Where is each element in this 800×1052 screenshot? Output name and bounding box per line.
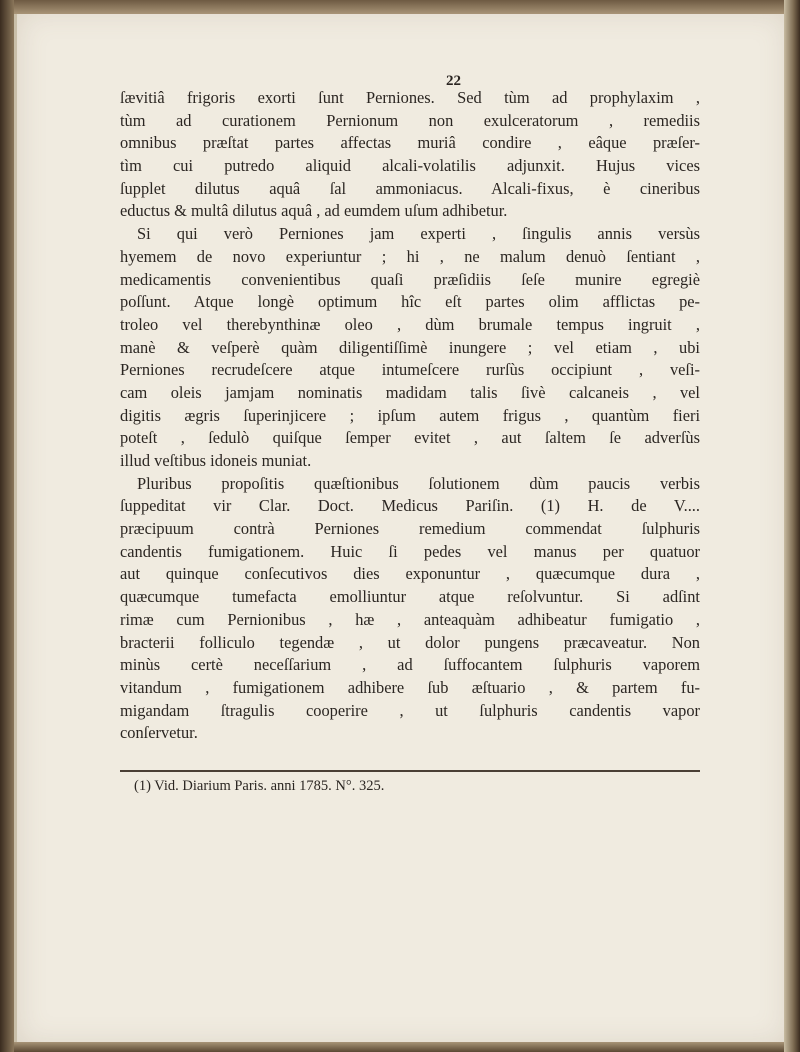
- text-line: vitandum , fumigationem adhibere ſub æſtuario , & partem fu-: [120, 677, 700, 697]
- scan-bottom-edge: [0, 1042, 800, 1052]
- text-line: conſervetur.: [120, 723, 198, 743]
- text-line: ſævitiâ frigoris exorti ſunt Perniones. Sed tùm ad prophylaxim ,: [120, 88, 700, 107]
- footnote-rule: [120, 770, 700, 772]
- text-line: hyemem de novo experiuntur ; hi , ne malum denuò ſentiant ,: [120, 246, 700, 266]
- text-line: medicamentis convenientibus quaſi præſidiis ſeſe munire egregiè: [120, 269, 700, 289]
- text-line: omnibus præſtat partes affectas muriâ condire , eâque præſer-: [120, 133, 700, 153]
- text-line: Perniones recrudeſcere atque intumeſcere rurſùs occipiunt , veſi-: [120, 360, 700, 380]
- text-line: poſſunt. Atque longè optimum hîc eſt partes olim afflictas pe-: [120, 292, 700, 312]
- text-line: Si qui verò Perniones jam experti , ſingulis annis versùs: [137, 224, 700, 244]
- text-line: manè & veſperè quàm diligentiſſimè inungere ; vel etiam , ubi: [120, 337, 700, 357]
- text-line: cam oleis jamjam nominatis madidam talis ſivè calcaneis , vel: [120, 382, 700, 402]
- page-number: 22: [446, 73, 461, 89]
- text-line: tùm ad curationem Pernionum non exulceratorum , remediis: [120, 110, 700, 130]
- text-line: digitis ægris ſuperinjicere ; ipſum autem frigus , quantùm fieri: [120, 405, 700, 425]
- text-line: Pluribus propoſitis quæſtionibus ſolutionem dùm paucis verbis: [137, 473, 700, 493]
- text-line: ſuppeditat vir Clar. Doct. Medicus Pariſin. (1) H. de V....: [120, 496, 700, 516]
- text-line: poteſt , ſedulò quiſque ſemper evitet , aut ſaltem ſe adverſùs: [120, 428, 700, 448]
- text-line: tìm cui putredo aliquid alcali-volatilis adjunxit. Hujus vices: [120, 156, 700, 176]
- text-line: minùs certè neceſſarium , ad ſuffocantem ſulphuris vaporem: [120, 655, 700, 675]
- body-text: [120, 87, 700, 745]
- text-line: ſupplet dilutus aquâ ſal ammoniacus. Alcali-fixus, è cineribus: [120, 178, 700, 198]
- text-line: præcipuum contrà Perniones remedium commendat ſulphuris: [120, 519, 700, 539]
- scan-top-edge: [0, 0, 800, 14]
- text-line: illud veſtibus idoneis muniat.: [120, 451, 312, 470]
- page-fore-edge: [784, 0, 800, 1052]
- text-line: bracterii folliculo tegendæ , ut dolor pungens præcaveatur. Non: [120, 632, 700, 652]
- text-line: aut quinque conſecutivos dies exponuntur , quæcumque dura ,: [120, 564, 700, 584]
- text-line: eductus & multâ dilutus aquâ , ad eumdem uſum adhibetur.: [120, 201, 508, 221]
- text-line: rimæ cum Pernionibus , hæ , anteaquàm adhibeatur fumigatio ,: [120, 609, 700, 629]
- text-line: quæcumque tumefacta emolliuntur atque reſolvuntur. Si adſint: [120, 587, 700, 607]
- text-line: candentis fumigationem. Huic ſi pedes vel manus per quatuor: [120, 541, 700, 561]
- footnote: (1) Vid. Diarium Paris. anni 1785. N°. 325.: [134, 778, 385, 794]
- text-line: troleo vel therebynthinæ oleo , dùm brumale tempus ingruit ,: [120, 314, 700, 334]
- text-line: migandam ſtragulis cooperire , ut ſulphuris candentis vapor: [120, 700, 700, 720]
- book-spine-edge: [0, 0, 14, 1052]
